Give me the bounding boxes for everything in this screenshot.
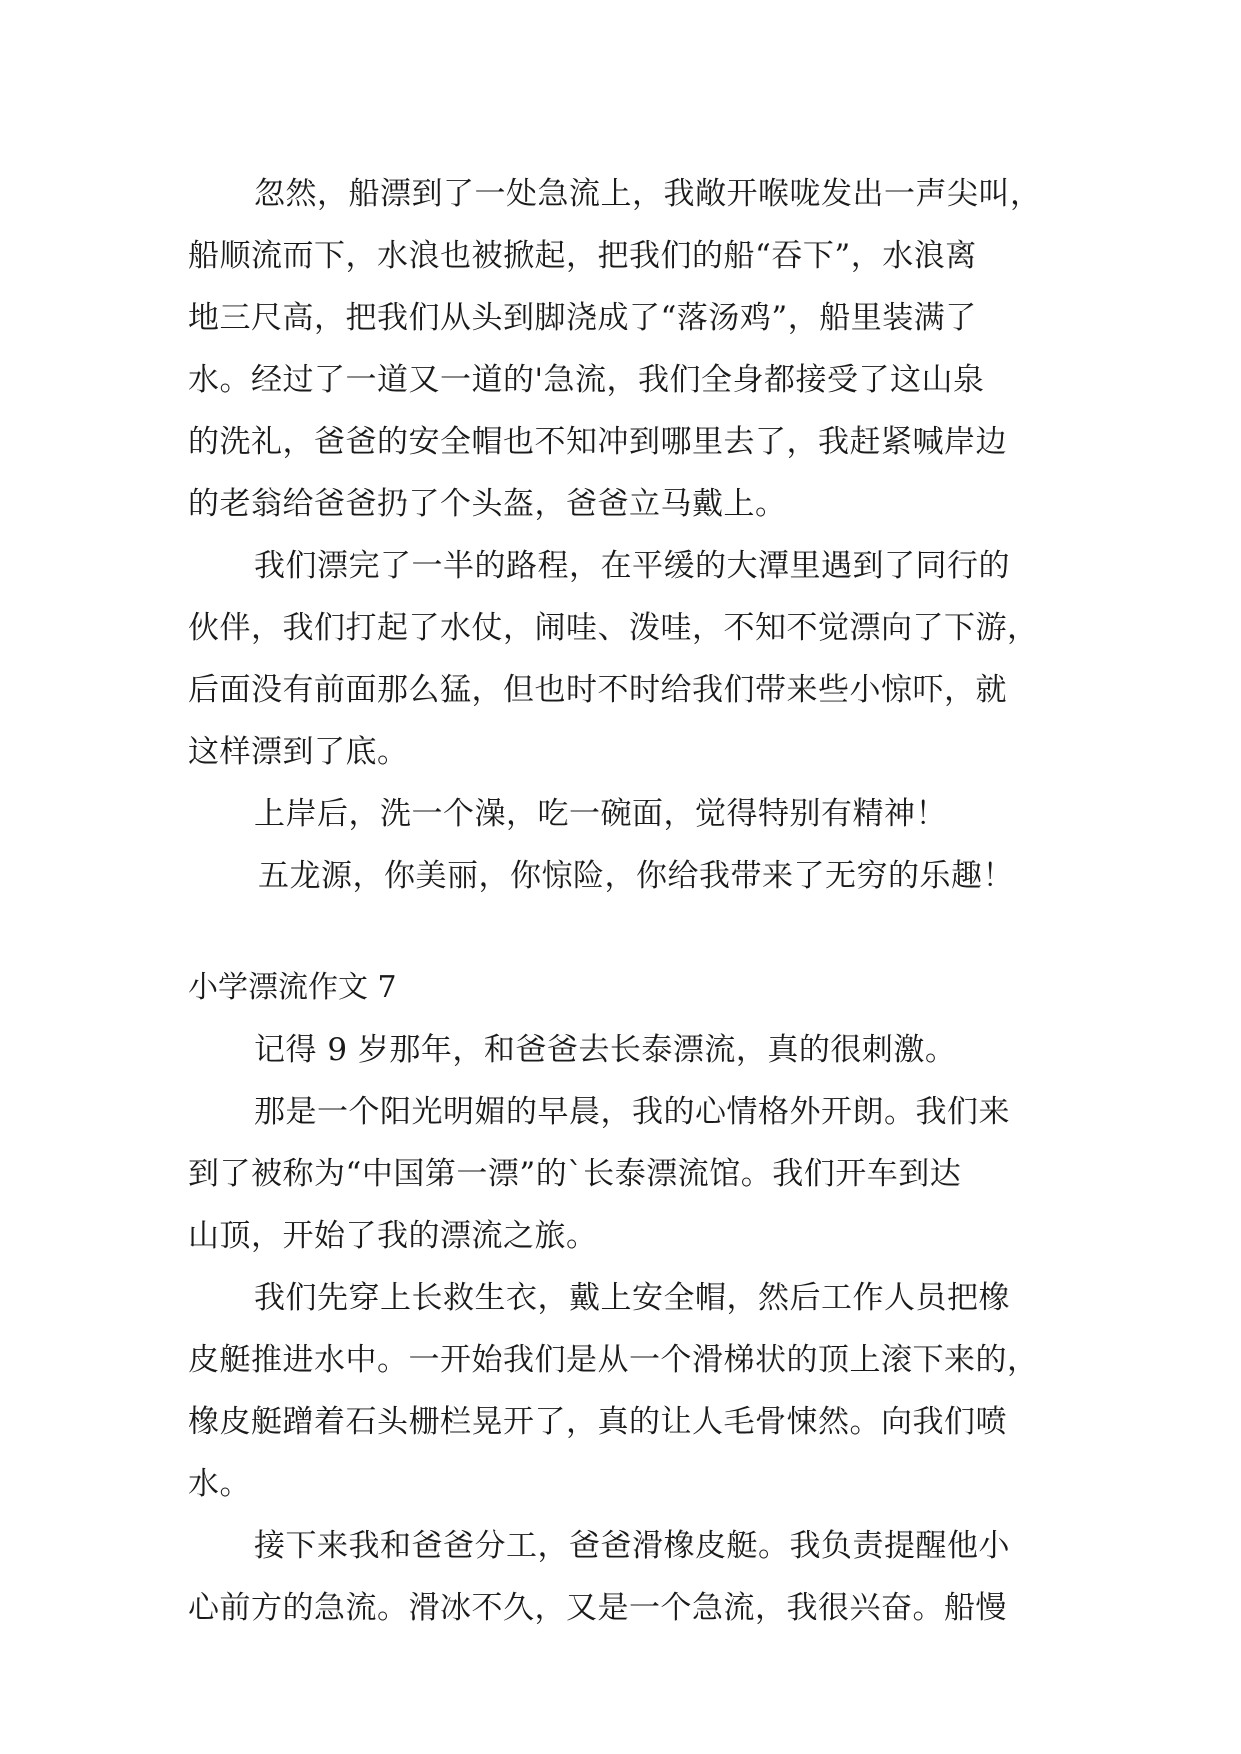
text-line: 的老翁给爸爸扔了个头盔，爸爸立马戴上。 <box>188 486 787 522</box>
section-gap <box>188 907 1054 957</box>
paragraph-rapids <box>188 163 1054 535</box>
text-line: 到了被称为“中国第一漂”的`长泰漂流馆。我们开车到达 <box>188 1156 962 1192</box>
text-line: 接下来我和爸爸分工，爸爸滑橡皮艇。我负责提醒他小 <box>254 1528 1010 1564</box>
text-line: 水。 <box>188 1466 251 1502</box>
paragraph-morning <box>188 1081 1054 1267</box>
document-body <box>188 163 1054 1639</box>
text-line: 我们先穿上长救生衣，戴上安全帽，然后工作人员把橡 <box>254 1280 1010 1316</box>
paragraph-intro: 记得 9 岁那年，和爸爸去长泰漂流，真的很刺激。 <box>254 1032 957 1068</box>
text-line: 的洗礼，爸爸的安全帽也不知冲到哪里去了，我赶紧喊岸边 <box>188 424 1007 460</box>
text-line: 皮艇推进水中。一开始我们是从一个滑梯状的顶上滚下来的， <box>188 1342 1039 1378</box>
text-line: 水。经过了一道又一道的'急流，我们全身都接受了这山泉 <box>188 362 985 398</box>
paragraph-conclusion: 五龙源，你美丽，你惊险，你给我带来了无穷的乐趣！ <box>258 858 1014 894</box>
paragraph-teamwork <box>188 1515 1054 1639</box>
text-line: 伙伴，我们打起了水仗，闹哇、泼哇，不知不觉漂向了下游， <box>188 610 1039 646</box>
text-line: 山顶，开始了我的漂流之旅。 <box>188 1218 598 1254</box>
paragraph-halfway <box>188 535 1054 783</box>
text-line: 心前方的急流。滑冰不久，又是一个急流，我很兴奋。船慢 <box>188 1590 1007 1626</box>
text-line: 那是一个阳光明媚的早晨，我的心情格外开朗。我们来 <box>254 1094 1010 1130</box>
text-line: 忽然，船漂到了一处急流上，我敞开喉咙发出一声尖叫， <box>254 176 1042 212</box>
paragraph-ashore: 上岸后，洗一个澡，吃一碗面，觉得特别有精神！ <box>254 796 947 832</box>
text-line: 橡皮艇蹭着石头栅栏晃开了，真的让人毛骨悚然。向我们喷 <box>188 1404 1007 1440</box>
text-line: 后面没有前面那么猛，但也时不时给我们带来些小惊吓，就 <box>188 672 1007 708</box>
text-line: 地三尺高，把我们从头到脚浇成了“落汤鸡”，船里装满了 <box>188 300 977 336</box>
text-line: 我们漂完了一半的路程，在平缓的大潭里遇到了同行的 <box>254 548 1010 584</box>
paragraph-preparation <box>188 1267 1054 1515</box>
text-line: 船顺流而下，水浪也被掀起，把我们的船“吞下”，水浪离 <box>188 238 977 274</box>
essay-title: 小学漂流作文 7 <box>188 970 397 1005</box>
text-line: 这样漂到了底。 <box>188 734 409 770</box>
